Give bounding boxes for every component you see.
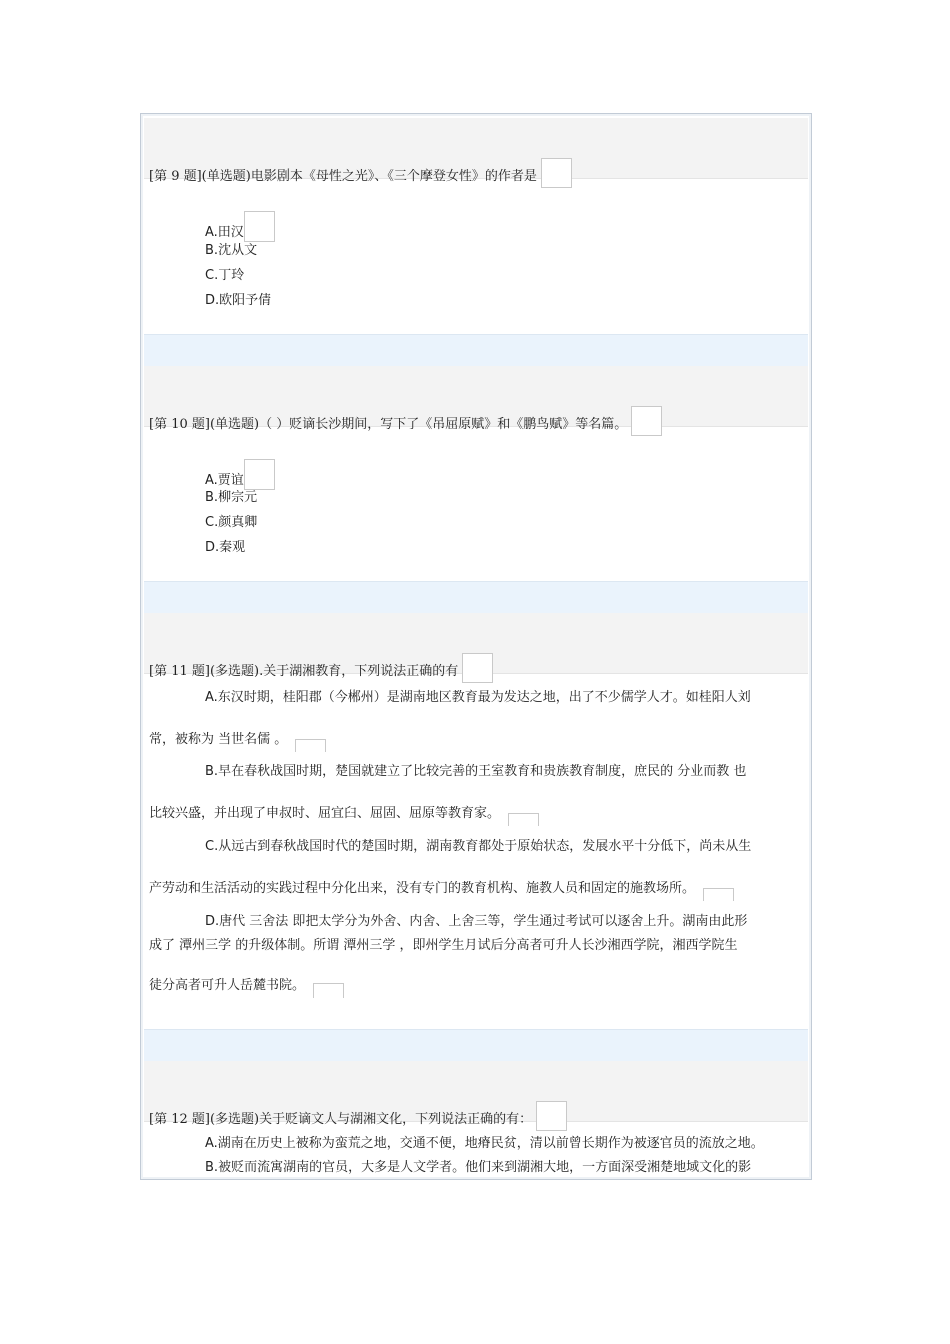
answer-box[interactable] (295, 739, 326, 752)
question-10-option-d[interactable]: D.秦观 (205, 540, 246, 555)
question-9-option-d[interactable]: D.欧阳予倩 (205, 293, 272, 308)
question-10-option-b[interactable]: B.柳宗元 (205, 490, 258, 505)
question-11-option-a[interactable]: A.东汉时期，桂阳郡（今郴州）是湖南地区教育最为发达之地，出了不少儒学人才。如桂阳人刘 常，被称为 当世名儒 。 (149, 686, 803, 752)
question-separator (144, 334, 808, 369)
question-9-option-c[interactable]: C.丁玲 (205, 268, 245, 283)
question-9-option-b[interactable]: B.沈从文 (205, 243, 258, 258)
question-12-option-b[interactable]: B.被贬而流寓湖南的官员，大多是人文学者。他们来到湖湘大地，一方面深受湘楚地域文化的影 (205, 1160, 752, 1175)
question-12-header (144, 1061, 808, 1127)
question-10-header (144, 366, 808, 432)
question-10-title: [第 10 题](单选题)（ ）贬谪长沙期间，写下了《吊屈原赋》和《鹏鸟赋》等名篇。 (149, 417, 628, 432)
answer-box[interactable] (703, 888, 734, 901)
exam-frame (140, 113, 812, 1180)
question-11-option-b[interactable]: B.早在春秋战国时期，楚国就建立了比较完善的王室教育和贵族教育制度，庶民的 分业而教 也 比较兴盛，并出现了申叔时、屈宜臼、屈固、屈原等教育家。 (149, 760, 803, 826)
answer-box[interactable] (313, 983, 344, 998)
question-separator (144, 581, 808, 616)
question-12-option-a[interactable]: A.湖南在历史上被称为蛮荒之地，交通不便，地瘠民贫，清以前曾长期作为被逐官员的流放之地。 (205, 1136, 764, 1151)
question-10-option-c[interactable]: C.颜真卿 (205, 515, 258, 530)
answer-box[interactable] (536, 1101, 567, 1131)
answer-box[interactable] (244, 211, 275, 242)
question-9-option-a[interactable]: A.田汉 (205, 209, 275, 240)
question-9-title: [第 9 题](单选题)电影剧本《母性之光》、《三个摩登女性》的作者是 (149, 169, 537, 184)
question-11-option-c[interactable]: C.从远古到春秋战国时代的楚国时期，湖南教育都处于原始状态，发展水平十分低下，尚未从生 产劳动和生活活动的实践过程中分化出来，没有专门的教育机构、施教人员和固定的施教场所。 (149, 835, 803, 901)
answer-box[interactable] (244, 459, 275, 490)
question-11-option-d[interactable]: D.唐代 三舍法 即把太学分为外舍、内舍、上舍三等，学生通过考试可以逐舍上升。湖南由此形 成了 潭州三学 的升级体制。所谓 潭州三学 ，即州学生月试后分高者可升人长沙湘西学院，湘西学院生 徒分高者可升人岳麓书院。 (149, 910, 803, 998)
question-9-header (144, 118, 808, 184)
answer-box[interactable] (631, 406, 662, 436)
question-11-header (144, 613, 808, 679)
answer-box[interactable] (541, 158, 572, 188)
answer-box[interactable] (462, 653, 493, 683)
answer-box[interactable] (508, 813, 539, 826)
question-separator (144, 1029, 808, 1064)
question-10-option-a[interactable]: A.贾谊 (205, 457, 275, 488)
question-12-title: [第 12 题](多选题)关于贬谪文人与湖湘文化，下列说法正确的有： (149, 1112, 533, 1127)
question-11-title: [第 11 题](多选题).关于湖湘教育，下列说法正确的有 (149, 664, 459, 679)
